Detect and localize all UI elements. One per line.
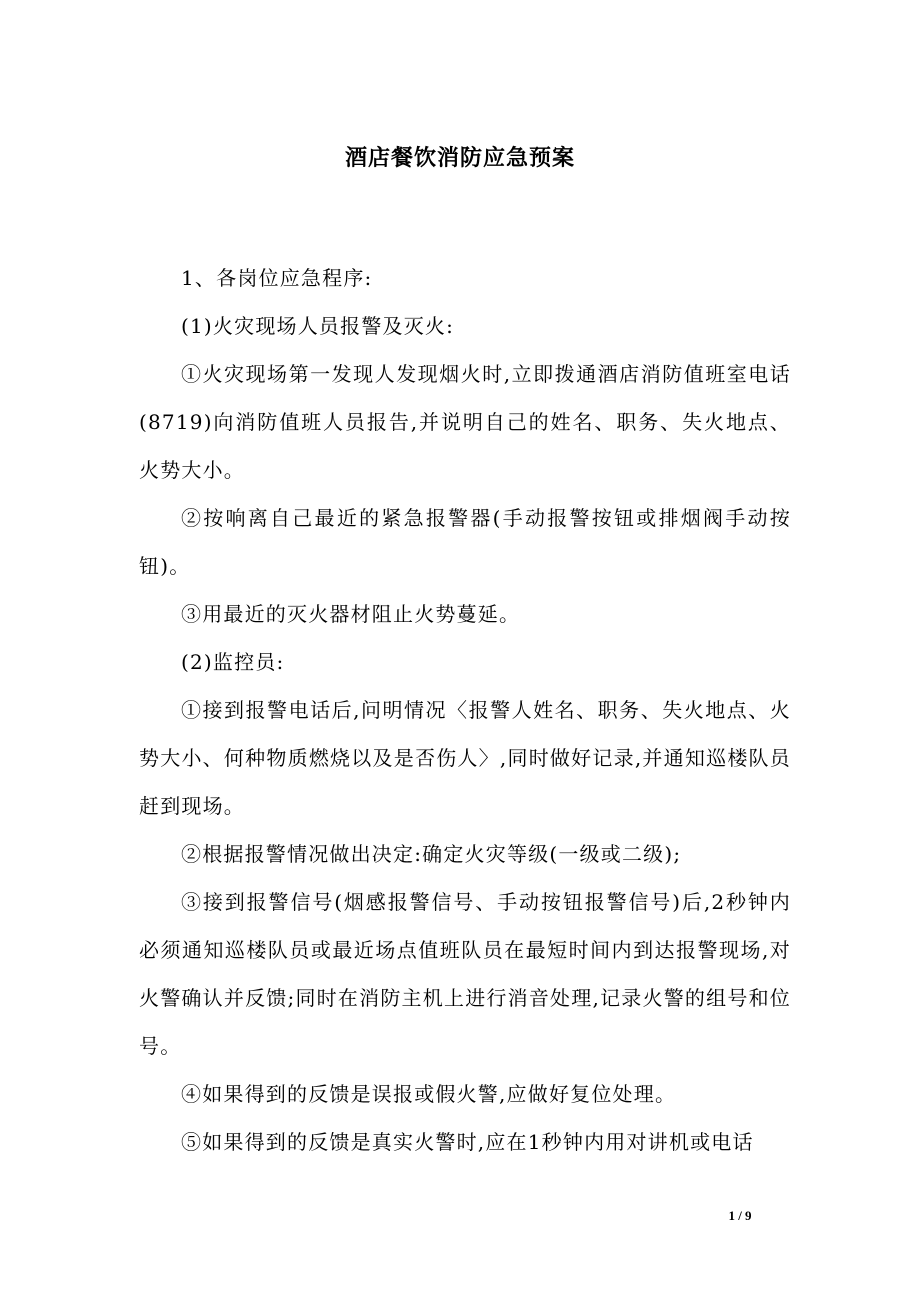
paragraph-10: ④如果得到的反馈是误报或假火警,应做好复位处理。 [181, 1082, 677, 1106]
paragraph-3: ①火灾现场第一发现人发现烟火时,立即拨通酒店消防值班室电话(8719)向消防值班人员报告,并说明自己的姓名、职务、失火地点、火势大小。 [139, 362, 791, 482]
paragraph-2: (1)火灾现场人员报警及灭火: [181, 314, 455, 338]
paragraph-6: (2)监控员: [181, 650, 285, 674]
page-number: 1 / 9 [728, 1208, 752, 1223]
document-title: 酒店餐饮消防应急预案 [344, 145, 575, 171]
paragraph-7: ①接到报警电话后,问明情况〈报警人姓名、职务、失火地点、火势大小、何种物质燃烧以及是否伤人〉,同时做好记录,并通知巡楼队员赶到现场。 [139, 698, 791, 818]
paragraph-11: ⑤如果得到的反馈是真实火警时,应在1秒钟内用对讲机或电话 [181, 1130, 754, 1154]
paragraph-4: ②按响离自己最近的紧急报警器(手动报警按钮或排烟阀手动按钮)。 [139, 506, 791, 578]
paragraph-1: 1、各岗位应急程序: [181, 266, 373, 290]
paragraph-9: ③接到报警信号(烟感报警信号、手动按钮报警信号)后,2秒钟内必须通知巡楼队员或最近场点值班队员在最短时间内到达报警现场,对火警确认并反馈;同时在消防主机上进行消音处理,记录火警的组号和位号。 [139, 890, 791, 1058]
document-body [139, 254, 791, 1166]
paragraph-5: ③用最近的灭火器材阻止火势蔓延。 [181, 602, 521, 626]
paragraph-8: ②根据报警情况做出决定:确定火灾等级(一级或二级); [181, 842, 682, 866]
